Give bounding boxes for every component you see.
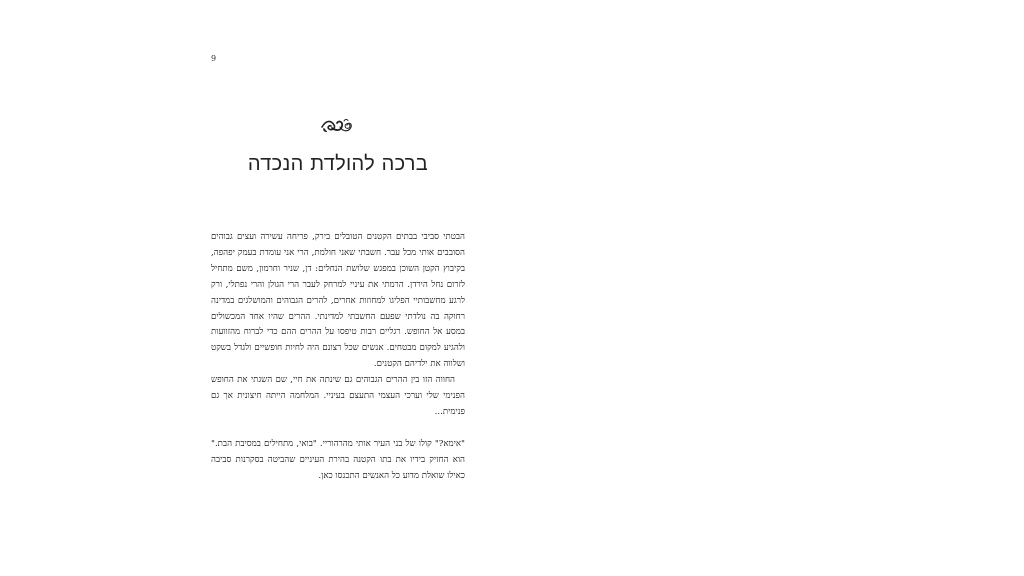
body-paragraph-3: "אימא?" קולו של בני העיר אותי מהרהוריי. "בואי, מתחילים במסיבת הבת." הוא החזיק בידיו את בתו הקטנה בהירת העיניים שהביטה בסקרנות סביבה כאילו שואלת מדוע כל האנשים התכנסו כאן. — [211, 438, 465, 481]
body-paragraph-2: החווה הזו בין ההרים הגבוהים גם שינתה את חיי, שם השגתי את החופש הפנימי שלי וערכי העצמי התעצם בעיניי. המלחמה הייתה חיצונית אך גם פנימית... — [211, 375, 465, 417]
page-number: 9 — [211, 54, 217, 63]
chapter-title: ברכה להולדת הנכדה — [247, 151, 429, 175]
body-paragraph-1: הבטתי סביבי בבתים הקטנים הטובלים בירק, פריחה עשירה ועצים גבוהים הסובבים אותי מכל עבר. חשבתי שאני חולמת, הרי אני עומדת בעמק יפהפה, בקיבוץ הקטן השוכן במפגש שלושת הנחלים: דן, שניר וחרמון, משם מתחיל לזרום נחל הירדן. הרמתי את עיניי למרחק לעבר הרי הגולן והרי נפתלי, ורק לרגע מחשבותיי הפליגו למחוזות אחרים, להרים הגבוהים והמושלגים במדינה רחוקה בה נולדתי שפעם החשבתי למדינתי. ההרים שהיו אחד המכשולים במסע אל החופש. רגליים רבות טיפסו על ההרים ההם כדי לברוח מהזוועות ולהגיע למקום מבטחים. אנשים שכל רצונם היה לחיות חופשיים ולגדל בשקט ושלווה את ילדיהם הקטנים. — [211, 232, 465, 370]
chapter-body — [211, 230, 465, 485]
flourish-ornament-icon — [320, 116, 356, 136]
